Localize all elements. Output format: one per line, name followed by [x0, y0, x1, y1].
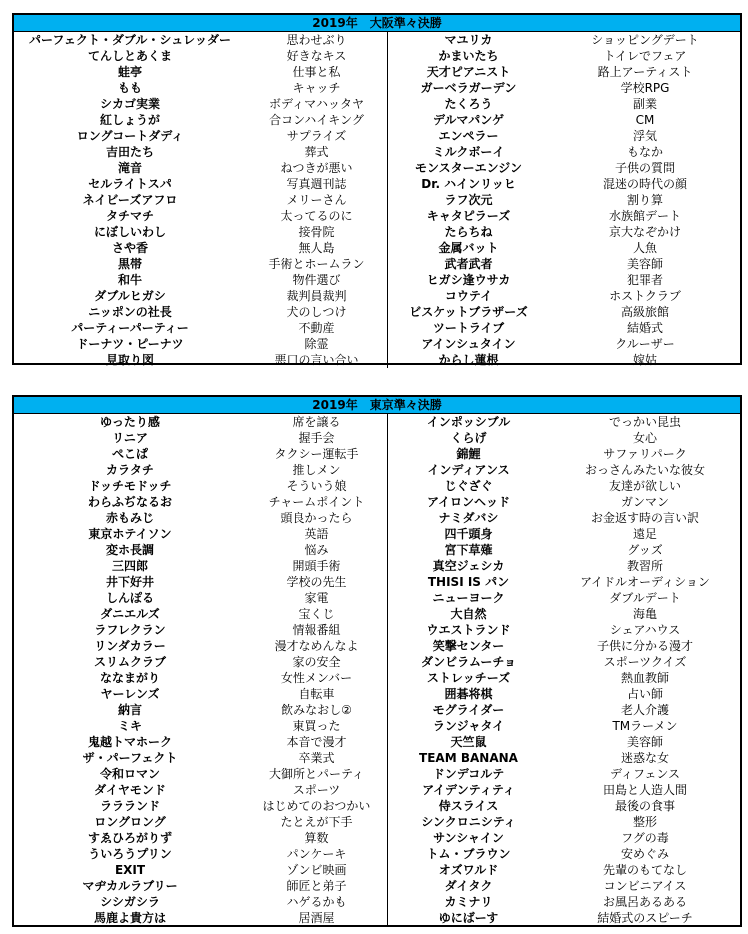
left-neta-title: はじめてのおつかい — [262, 799, 371, 813]
left-neta-title: 写真週刊誌 — [286, 177, 347, 191]
osaka-table-body — [14, 32, 740, 368]
right-neta-title: 美容師 — [626, 735, 663, 749]
right-combi-name: コウテイ — [444, 289, 493, 303]
left-neta-title: 仕事と私 — [292, 65, 341, 79]
left-neta-title: 算数 — [304, 831, 329, 845]
right-combi-name: 錦鯉 — [456, 447, 481, 461]
table-row — [14, 320, 740, 336]
table-row — [14, 734, 740, 750]
right-combi-name: ダンビラムーチョ — [420, 655, 517, 669]
table-row — [14, 638, 740, 654]
table-row — [14, 574, 740, 590]
left-neta-title: 不動産 — [298, 321, 335, 335]
left-neta-title: 太ってるのに — [280, 209, 353, 223]
left-neta-title: ハゲるかも — [286, 895, 347, 909]
osaka-quarterfinal-table — [12, 13, 742, 365]
left-combi-name: ララランド — [99, 799, 160, 813]
left-combi-name: 和牛 — [117, 273, 142, 287]
table-row — [14, 798, 740, 814]
left-neta-title: 卒業式 — [298, 751, 335, 765]
right-neta-title: 副業 — [632, 97, 657, 111]
right-neta-title: 整形 — [632, 815, 657, 829]
table-row — [14, 686, 740, 702]
right-neta-title: 最後の食事 — [614, 799, 675, 813]
right-combi-name: たくろう — [444, 97, 493, 111]
right-combi-name: ガーベラガーデン — [420, 81, 517, 95]
left-neta-title: たとえが下手 — [280, 815, 353, 829]
left-combi-name: 東京ホテイソン — [88, 527, 172, 541]
table-row — [14, 32, 740, 48]
left-neta-title: メリーさん — [286, 193, 347, 207]
table-row — [14, 814, 740, 830]
right-neta-title: CM — [635, 113, 655, 127]
left-combi-name: もも — [117, 81, 142, 95]
table-row — [14, 830, 740, 846]
left-neta-title: ボディマハッタヤ — [269, 97, 364, 111]
table-row — [14, 352, 740, 368]
right-neta-title: お風呂あるある — [602, 895, 687, 909]
right-combi-name: たらちね — [444, 225, 493, 239]
left-combi-name: 滝音 — [117, 161, 142, 175]
left-neta-title: 犬のしつけ — [286, 305, 347, 319]
table-row — [14, 224, 740, 240]
table-row — [14, 48, 740, 64]
right-neta-title: もなか — [626, 145, 663, 159]
right-combi-name: ランジャタイ — [432, 719, 505, 733]
right-combi-name: アイデンティティ — [422, 783, 515, 797]
right-combi-name: ダイタク — [444, 879, 493, 893]
table-row — [14, 878, 740, 894]
right-neta-title: TMラーメン — [612, 719, 678, 733]
table-row — [14, 894, 740, 910]
right-neta-title: おっさんみたいな彼女 — [584, 463, 705, 477]
right-combi-name: モグライダー — [432, 703, 505, 717]
left-combi-name: すゑひろがりず — [87, 831, 172, 845]
left-neta-title: 自転車 — [298, 687, 335, 701]
table-row — [14, 144, 740, 160]
right-neta-title: 田島と人造人間 — [602, 783, 687, 797]
right-combi-name: エンペラー — [438, 129, 499, 143]
right-combi-name: ミルクボーイ — [432, 145, 505, 159]
left-neta-title: 思わせぶり — [286, 33, 347, 47]
right-combi-name: 宮下草薙 — [444, 543, 493, 557]
right-neta-title: アイドルオーディション — [580, 575, 710, 589]
left-combi-name: パーフェクト・ダブル・シュレッダー — [29, 33, 231, 47]
right-combi-name: 大自然 — [450, 607, 487, 621]
right-combi-name: デルマパンゲ — [432, 113, 505, 127]
left-neta-title: 無人島 — [298, 241, 335, 255]
left-combi-name: 変ホ長調 — [105, 543, 154, 557]
left-combi-name: ザ・パーフェクト — [82, 751, 178, 765]
table-row — [14, 526, 740, 542]
tokyo-table-body — [14, 414, 740, 926]
right-combi-name: ラフ次元 — [444, 193, 493, 207]
right-combi-name: アイロンヘッド — [427, 495, 510, 509]
right-combi-name: 天才ピアニスト — [426, 65, 511, 79]
left-neta-title: 開頭手術 — [292, 559, 341, 573]
tokyo-table-title: 2019年 東京準々決勝 — [14, 397, 740, 414]
left-neta-title: 悪口の言い合い — [274, 353, 359, 367]
right-combi-name: かまいたち — [438, 49, 499, 63]
right-combi-name: 侍スライス — [438, 799, 499, 813]
table-row — [14, 622, 740, 638]
left-combi-name: 赤もみじ — [105, 511, 154, 525]
table-row — [14, 304, 740, 320]
right-combi-name: TEAM BANANA — [419, 751, 518, 765]
right-neta-title: トイレでフェア — [603, 49, 687, 63]
left-combi-name: ニッポンの社長 — [88, 305, 172, 319]
left-combi-name: 紅しょうが — [99, 113, 160, 127]
left-neta-title: サプライズ — [286, 129, 347, 143]
left-neta-title: 接骨院 — [298, 225, 335, 239]
right-neta-title: 教習所 — [626, 559, 663, 573]
right-neta-title: シェアハウス — [609, 623, 681, 637]
right-combi-name: ゆにばーす — [438, 911, 499, 925]
osaka-table-title: 2019年 大阪準々決勝 — [14, 15, 740, 32]
left-neta-title: 本音で漫才 — [286, 735, 347, 749]
right-neta-title: お金返す時の言い訳 — [590, 511, 699, 525]
left-combi-name: シカゴ実業 — [99, 97, 160, 111]
left-combi-name: マヂカルラブリー — [82, 879, 178, 893]
table-row — [14, 176, 740, 192]
left-combi-name: ダニエルズ — [100, 607, 160, 621]
right-combi-name: 天竺鼠 — [450, 735, 487, 749]
right-neta-title: 迷惑な女 — [620, 751, 669, 765]
table-row — [14, 80, 740, 96]
right-neta-title: 高級旅館 — [620, 305, 669, 319]
right-combi-name: ストレッチーズ — [426, 671, 511, 685]
right-combi-name: ニューヨーク — [432, 591, 505, 605]
left-neta-title: ゾンビ映画 — [286, 863, 347, 877]
right-neta-title: 女心 — [632, 431, 657, 445]
left-combi-name: リンダカラー — [94, 639, 166, 653]
table-row — [14, 846, 740, 862]
right-combi-name: 四千頭身 — [444, 527, 493, 541]
right-neta-title: 海亀 — [632, 607, 657, 621]
table-row — [14, 478, 740, 494]
left-neta-title: 東買った — [292, 719, 341, 733]
left-combi-name: ななまがり — [99, 671, 160, 685]
right-neta-title: ガンマン — [620, 495, 669, 509]
left-combi-name: ヤーレンズ — [100, 687, 160, 701]
table-row — [14, 654, 740, 670]
right-combi-name: ビスケットブラザーズ — [409, 305, 528, 319]
left-combi-name: 蛙亭 — [117, 65, 142, 79]
left-combi-name: スリムクラブ — [93, 655, 166, 669]
right-combi-name: モンスターエンジン — [414, 161, 523, 175]
right-combi-name: 囲碁将棋 — [444, 687, 493, 701]
left-neta-title: 宝くじ — [298, 607, 335, 621]
left-neta-title: 悩み — [304, 543, 329, 557]
right-combi-name: THISI IS パン — [427, 575, 510, 589]
table-row — [14, 64, 740, 80]
left-combi-name: 令和ロマン — [99, 767, 160, 781]
left-combi-name: 馬鹿よ貴方は — [93, 911, 166, 925]
left-combi-name: しんぽる — [105, 591, 154, 605]
left-combi-name: ういろうプリン — [88, 847, 172, 861]
right-neta-title: 先輩のもてなし — [602, 863, 687, 877]
left-neta-title: 推しメン — [292, 463, 341, 477]
left-neta-title: 学校の先生 — [286, 575, 347, 589]
left-combi-name: セルライトスパ — [88, 177, 172, 191]
left-combi-name: 見取り図 — [105, 353, 154, 367]
left-combi-name: 黒帯 — [117, 257, 142, 271]
table-row — [14, 750, 740, 766]
table-row — [14, 718, 740, 734]
left-combi-name: ロングコートダディ — [76, 129, 184, 143]
left-neta-title: 大御所とパーティ — [268, 767, 365, 781]
table-row — [14, 192, 740, 208]
left-neta-title: チャームポイント — [268, 495, 365, 509]
left-neta-title: 漫才なめんなよ — [274, 639, 359, 653]
table-row — [14, 112, 740, 128]
left-combi-name: 鬼越トマホーク — [87, 735, 172, 749]
left-combi-name: わらふぢなるお — [87, 495, 172, 509]
left-combi-name: ドーナツ・ピーナツ — [76, 337, 184, 351]
right-combi-name: ドンデコルテ — [432, 767, 505, 781]
right-combi-name: アインシュタイン — [421, 337, 516, 351]
left-combi-name: てんしとあくま — [87, 49, 172, 63]
left-combi-name: リニア — [112, 431, 148, 445]
left-combi-name: 三四郎 — [111, 559, 148, 573]
table-row — [14, 910, 740, 926]
right-neta-title: 子供の質問 — [614, 161, 675, 175]
right-neta-title: 犯罪者 — [626, 273, 663, 287]
left-combi-name: カラタチ — [106, 463, 154, 477]
left-combi-name: ドッチモドッチ — [88, 479, 172, 493]
right-neta-title: ショッピングデート — [591, 33, 699, 47]
left-combi-name: パーティーパーティー — [71, 321, 189, 335]
table-row — [14, 446, 740, 462]
right-combi-name: トム・ブラウン — [426, 847, 511, 861]
left-neta-title: タクシー運転手 — [274, 447, 359, 461]
left-neta-title: ねつきが悪い — [280, 161, 353, 175]
table-row — [14, 128, 740, 144]
right-neta-title: でっかい昆虫 — [608, 415, 681, 429]
right-neta-title: ホストクラブ — [609, 289, 681, 303]
left-neta-title: 頭良かったら — [280, 511, 353, 525]
right-combi-name: マユリカ — [444, 33, 493, 47]
right-combi-name: インポッシブル — [426, 415, 511, 429]
right-combi-name: ツートライブ — [432, 321, 505, 335]
left-combi-name: さや香 — [111, 241, 148, 255]
right-neta-title: ダブルデート — [609, 591, 681, 605]
right-neta-title: 嫁姑 — [632, 353, 657, 367]
right-neta-title: 友達が欲しい — [608, 479, 681, 493]
right-combi-name: 金属バット — [438, 241, 499, 255]
right-combi-name: Dr. ハインリッヒ — [421, 177, 516, 191]
left-combi-name: ゆったり感 — [100, 415, 160, 429]
left-neta-title: 師匠と弟子 — [286, 879, 347, 893]
right-combi-name: カミナリ — [444, 895, 493, 909]
right-combi-name: インディアンス — [427, 463, 510, 477]
right-neta-title: 京大なぞかけ — [608, 225, 681, 239]
table-row — [14, 414, 740, 430]
right-neta-title: コンビニアイス — [603, 879, 687, 893]
right-combi-name: 武者武者 — [444, 257, 493, 271]
right-neta-title: 浮気 — [632, 129, 657, 143]
left-neta-title: 席を譲る — [292, 415, 341, 429]
table-row — [14, 606, 740, 622]
right-combi-name: からし蓮根 — [438, 353, 499, 367]
table-row — [14, 272, 740, 288]
right-neta-title: グッズ — [627, 543, 663, 557]
table-row — [14, 558, 740, 574]
table-row — [14, 288, 740, 304]
table-row — [14, 96, 740, 112]
left-neta-title: パンケーキ — [286, 847, 347, 861]
table-row — [14, 494, 740, 510]
right-combi-name: オズワルド — [438, 863, 499, 877]
right-neta-title: 子供に分かる漫才 — [596, 639, 693, 653]
table-row — [14, 462, 740, 478]
right-neta-title: 美容師 — [626, 257, 663, 271]
left-combi-name: ラフレクラン — [94, 623, 166, 637]
table-row — [14, 702, 740, 718]
left-neta-title: 合コンハイキング — [269, 113, 364, 127]
tokyo-quarterfinal-table — [12, 395, 742, 927]
right-neta-title: 結婚式 — [626, 321, 663, 335]
left-neta-title: 除霊 — [304, 337, 329, 351]
right-combi-name: ナミダバシ — [438, 511, 499, 525]
left-combi-name: ネイビーズアフロ — [82, 193, 178, 207]
right-neta-title: 安めぐみ — [620, 847, 669, 861]
left-neta-title: 手術とホームラン — [268, 257, 365, 271]
right-neta-title: クルーザー — [615, 337, 675, 351]
right-combi-name: ヒガシ逢ウサカ — [426, 273, 511, 287]
right-neta-title: ディフェンス — [609, 767, 681, 781]
left-neta-title: 女性メンバー — [280, 671, 353, 685]
right-neta-title: 水族館デート — [608, 209, 681, 223]
left-combi-name: ダブルヒガシ — [94, 289, 166, 303]
left-neta-title: 居酒屋 — [298, 911, 335, 925]
table-row — [14, 590, 740, 606]
right-combi-name: くらげ — [450, 431, 487, 445]
left-combi-name: タチマチ — [105, 209, 154, 223]
right-neta-title: スポーツクイズ — [603, 655, 687, 669]
left-neta-title: 家電 — [304, 591, 329, 605]
left-combi-name: 井下好井 — [105, 575, 154, 589]
table-row — [14, 256, 740, 272]
left-neta-title: 好きなキス — [286, 49, 347, 63]
right-combi-name: シンクロニシティ — [421, 815, 516, 829]
table-row — [14, 510, 740, 526]
table-row — [14, 542, 740, 558]
right-neta-title: 路上アーティスト — [597, 65, 693, 79]
right-neta-title: 熱血教師 — [620, 671, 669, 685]
right-combi-name: キャタピラーズ — [426, 209, 511, 223]
right-combi-name: じぐざぐ — [444, 479, 493, 493]
left-combi-name: EXIT — [114, 863, 146, 877]
right-neta-title: 結婚式のスピーチ — [597, 911, 693, 925]
left-neta-title: スポーツ — [292, 783, 341, 797]
left-combi-name: にぼしいわし — [93, 225, 166, 239]
right-neta-title: フグの毒 — [621, 831, 669, 845]
right-neta-title: サファリパーク — [603, 447, 687, 461]
table-row — [14, 782, 740, 798]
table-row — [14, 208, 740, 224]
left-neta-title: 握手会 — [298, 431, 335, 445]
right-neta-title: 混迷の時代の顔 — [602, 177, 687, 191]
right-combi-name: ウエストランド — [426, 623, 511, 637]
right-neta-title: 割り算 — [626, 193, 663, 207]
left-combi-name: 納言 — [117, 703, 142, 717]
left-combi-name: 吉田たち — [105, 145, 154, 159]
left-neta-title: 葬式 — [304, 145, 329, 159]
table-row — [14, 862, 740, 878]
left-neta-title: 裁判員裁判 — [286, 289, 347, 303]
right-neta-title: 遠足 — [632, 527, 657, 541]
left-neta-title: 物件選び — [292, 273, 341, 287]
right-combi-name: サンシャイン — [433, 831, 504, 845]
right-neta-title: 学校RPG — [620, 81, 670, 95]
right-neta-title: 占い師 — [626, 687, 663, 701]
right-neta-title: 老人介護 — [620, 703, 669, 717]
left-combi-name: ぺこぱ — [111, 447, 148, 461]
left-combi-name: ロングロング — [94, 815, 166, 829]
left-combi-name: ミキ — [117, 719, 142, 733]
left-neta-title: 家の安全 — [292, 655, 341, 669]
right-combi-name: 真空ジェシカ — [432, 559, 505, 573]
left-neta-title: 情報番組 — [292, 623, 341, 637]
table-row — [14, 670, 740, 686]
table-row — [14, 160, 740, 176]
table-row — [14, 430, 740, 446]
right-neta-title: 人魚 — [632, 241, 657, 255]
table-row — [14, 336, 740, 352]
right-combi-name: 笑撃センター — [432, 639, 505, 653]
table-row — [14, 240, 740, 256]
left-combi-name: シシガシラ — [100, 895, 160, 909]
left-neta-title: 英語 — [304, 527, 329, 541]
left-neta-title: そういう娘 — [286, 479, 347, 493]
left-neta-title: 飲みなおし② — [281, 703, 352, 717]
left-neta-title: キャッチ — [292, 81, 341, 95]
left-combi-name: ダイヤモンド — [94, 783, 166, 797]
table-row — [14, 766, 740, 782]
